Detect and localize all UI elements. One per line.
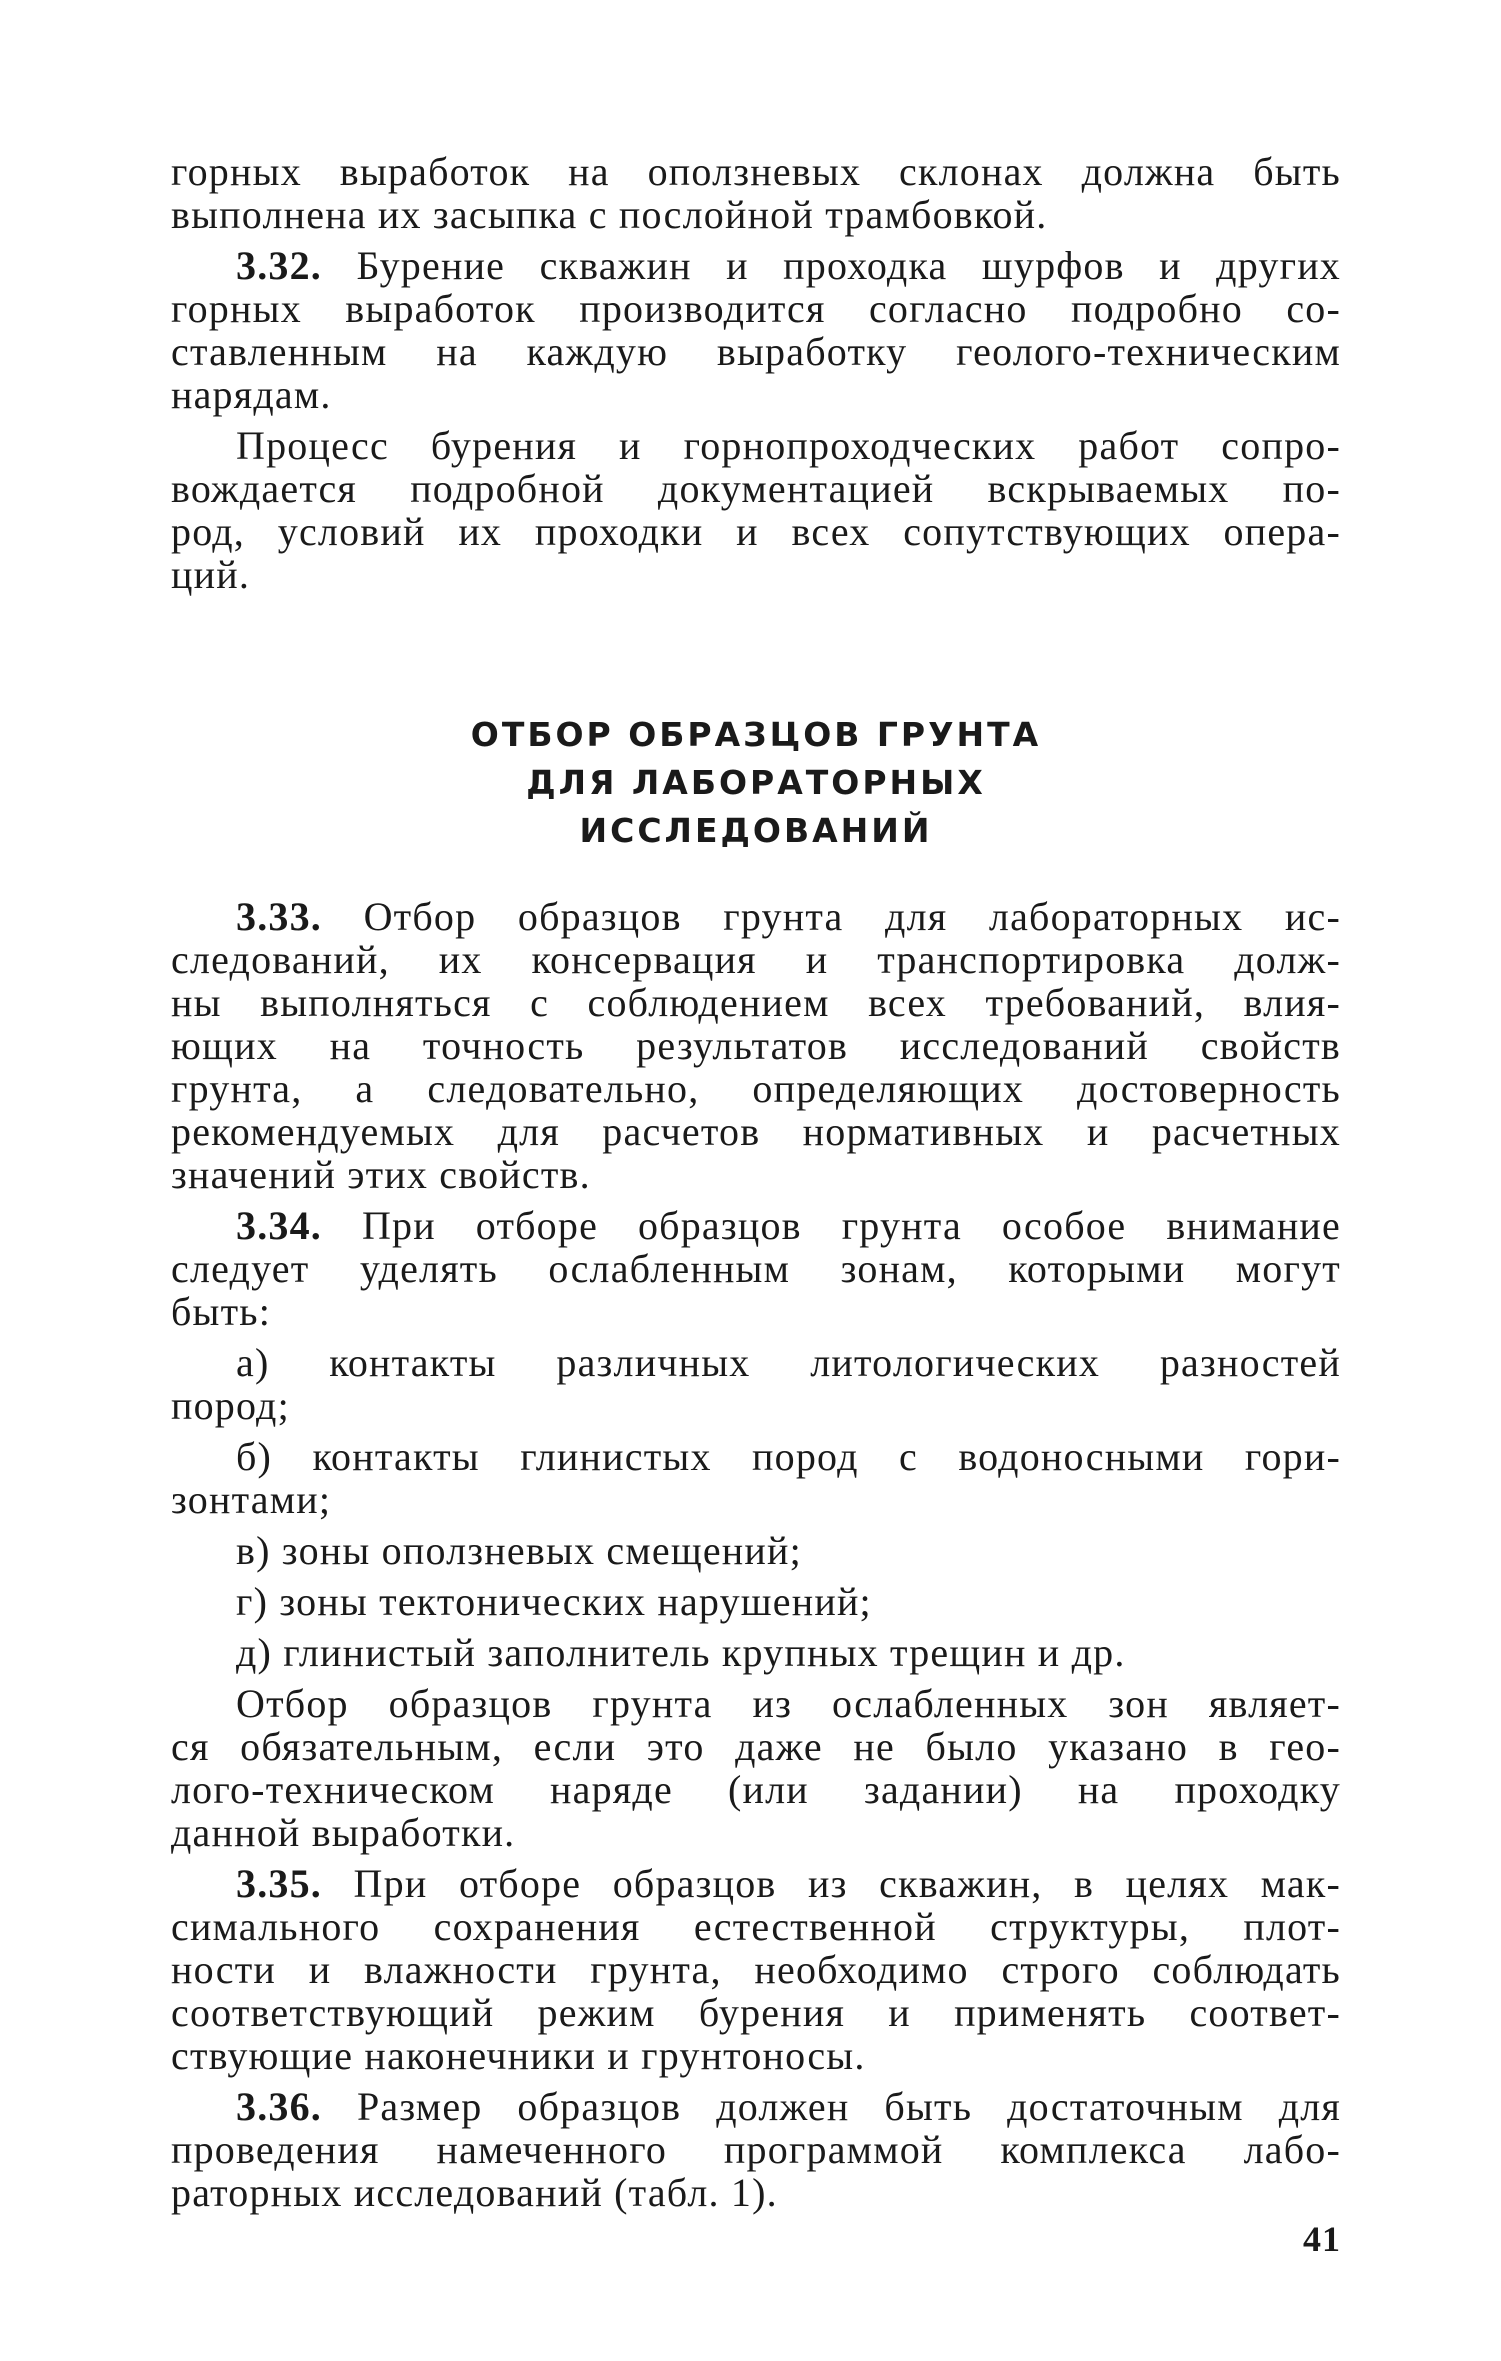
paragraph-first-line: При отборе образцов из скважин, в целях мак- [353, 1861, 1342, 1906]
heading-line: ИССЛЕДОВАНИЙ [579, 811, 933, 850]
text-line: в) зоны оползневых смещений; [236, 1528, 802, 1573]
text-line: ций. [171, 552, 251, 597]
text-line: ности и влажности грунта, необходимо строго соблюдать [171, 1947, 1341, 1992]
text-line: ющих на точность результатов исследований свойств [171, 1023, 1341, 1068]
section-heading [171, 711, 1341, 855]
text-line: ставленным на каждую выработку геолого-техническим [171, 329, 1341, 374]
text-line [171, 2085, 1341, 2128]
text-line: горных выработок на оползневых склонах должна быть [171, 149, 1341, 194]
text-line [171, 244, 1341, 287]
text-line: быть: [171, 1289, 272, 1334]
page-number: 41 [1303, 2219, 1341, 2259]
text-line: грунта, а следовательно, определяющих достоверность [171, 1066, 1341, 1111]
text-line: лого-техническом наряде (или задании) на проходку [171, 1767, 1341, 1812]
text-line: б) контакты глинистых пород с водоносными гори- [236, 1434, 1341, 1479]
text-line: вождается подробной документацией вскрываемых по- [171, 466, 1341, 511]
paragraph-first-line: Размер образцов должен быть достаточным для [356, 2084, 1342, 2129]
section-number: 3.33. [236, 894, 322, 939]
section-number: 3.36. [236, 2084, 322, 2129]
text-line: рекомендуемых для расчетов нормативных и расчетных [171, 1109, 1341, 1154]
paragraph-continuation [171, 150, 1341, 236]
text-line: нарядам. [171, 372, 332, 417]
text-line: симального сохранения естественной структуры, плот- [171, 1904, 1341, 1949]
section-number: 3.32. [236, 243, 322, 288]
text-line: зонтами; [171, 1477, 332, 1522]
heading-line: ОТБОР ОБРАЗЦОВ ГРУНТА [470, 715, 1042, 754]
text-line: род, условий их проходки и всех сопутствующих опера- [171, 509, 1341, 554]
paragraph-process [171, 424, 1341, 596]
paragraph-3-36 [171, 2085, 1341, 2214]
text-line: раторных исследований (табл. 1). [171, 2170, 778, 2215]
heading-line: ДЛЯ ЛАБОРАТОРНЫХ [526, 763, 986, 802]
text-line: г) зоны тектонических нарушений; [236, 1579, 872, 1624]
paragraph-3-34 [171, 1204, 1341, 1333]
text-line: пород; [171, 1383, 290, 1428]
text-line: Процесс бурения и горнопроходческих работ сопро- [236, 423, 1341, 468]
text-line [171, 1204, 1341, 1247]
text-line: следований, их консервация и транспортировка долж- [171, 937, 1341, 982]
paragraph-3-33 [171, 895, 1341, 1196]
text-line [171, 895, 1341, 938]
paragraph-after-list [171, 1682, 1341, 1854]
paragraph-first-line: При отборе образцов грунта особое внимание [361, 1203, 1341, 1248]
text-line: ны выполняться с соблюдением всех требований, влия- [171, 980, 1341, 1025]
text-line: соответствующий режим бурения и применять соответ- [171, 1990, 1341, 2035]
text-line: выполнена их засыпка с послойной трамбовкой. [171, 192, 1048, 237]
section-number: 3.34. [236, 1203, 322, 1248]
text-line: д) глинистый заполнитель крупных трещин и др. [236, 1630, 1126, 1675]
list-item-g [171, 1580, 1341, 1623]
text-line: ствующие наконечники и грунтоносы. [171, 2033, 866, 2078]
list-item-b [171, 1435, 1341, 1521]
section-number: 3.35. [236, 1861, 322, 1906]
paragraph-first-line: Отбор образцов грунта для лабораторных ис- [363, 894, 1341, 939]
text-line: горных выработок производится согласно подробно со- [171, 286, 1341, 331]
paragraph-first-line: Бурение скважин и проходка шурфов и других [356, 243, 1341, 288]
text-line: а) контакты различных литологических разностей [236, 1340, 1341, 1385]
text-line: Отбор образцов грунта из ослабленных зон являет- [236, 1681, 1341, 1726]
text-line: значений этих свойств. [171, 1152, 591, 1197]
text-line: ся обязательным, если это даже не было указано в гео- [171, 1724, 1341, 1769]
text-line: следует уделять ослабленным зонам, которыми могут [171, 1246, 1341, 1291]
text-line [171, 1862, 1341, 1905]
paragraph-3-32 [171, 244, 1341, 416]
page-body [171, 150, 1341, 2222]
list-item-a [171, 1341, 1341, 1427]
paragraph-3-35 [171, 1862, 1341, 2077]
text-line: проведения намеченного программой комплекса лабо- [171, 2127, 1341, 2172]
text-line: данной выработки. [171, 1810, 516, 1855]
list-item-v [171, 1529, 1341, 1572]
list-item-d [171, 1631, 1341, 1674]
